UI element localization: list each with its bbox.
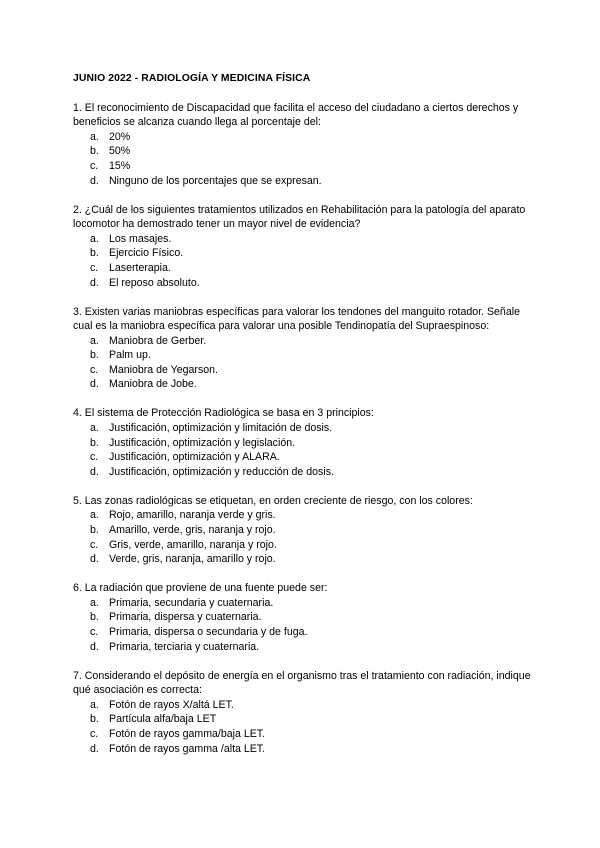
answer-option [73,421,535,436]
question [73,203,535,291]
option-letter: d. [90,276,99,289]
option-list [73,508,535,566]
option-text: Primaria, secundaria y cuaternaria. [109,596,274,609]
answer-option [73,276,535,291]
answer-option [73,232,535,247]
answer-option [73,334,535,349]
option-text: 15% [109,159,131,172]
option-list [73,596,535,654]
answer-option [73,742,535,757]
answer-option [73,246,535,261]
option-letter: b. [90,713,99,726]
question [73,494,535,567]
answer-option [73,698,535,713]
exam-document [73,72,535,770]
question-text: 2. ¿Cuál de los siguientes tratamientos utilizados en Rehabilitación para la patología del aparato locomotor ha demostrado tener un mayor nivel de evidencia? [73,203,526,231]
option-text: El reposo absoluto. [109,276,200,289]
answer-option [73,159,535,174]
option-letter: b. [90,611,99,624]
option-letter: c. [90,625,99,638]
option-text: Fotón de rayos gamma /alta LET. [109,742,266,755]
answer-option [73,130,535,145]
option-text: Primaria, dispersa o secundaria y de fuga. [109,625,308,638]
answer-option [73,552,535,567]
option-text: Partícula alfa/baja LET [109,713,217,726]
answer-option [73,144,535,159]
option-text: Ejercicio Físico. [109,247,184,260]
question [73,406,535,479]
option-text: Maniobra de Gerber. [109,334,207,347]
option-text: Maniobra de Jobe. [109,378,197,391]
answer-option [73,508,535,523]
answer-option [73,596,535,611]
option-letter: a. [90,509,99,522]
option-letter: a. [90,334,99,347]
option-letter: b. [90,349,99,362]
question [73,581,535,654]
option-text: Verde, gris, naranja, amarillo y rojo. [109,553,276,566]
option-text: Fotón de rayos X/altá LET. [109,698,234,711]
option-letter: b. [90,524,99,536]
option-letter: c. [90,261,99,274]
option-list [73,421,535,479]
option-list [73,698,535,756]
answer-option [73,436,535,451]
option-letter: c. [90,538,99,551]
question [73,669,535,757]
question-list [73,101,535,757]
answer-option [73,261,535,276]
option-text: Gris, verde, amarillo, naranja y rojo. [109,538,277,551]
option-letter: c. [90,363,99,376]
question [73,305,535,393]
answer-option [73,523,535,538]
option-letter: c. [90,159,99,172]
option-text: Ninguno de los porcentajes que se expresan. [109,174,322,187]
option-letter: d. [90,174,99,187]
question [73,101,535,189]
option-letter: a. [90,596,99,609]
question-text: 5. Las zonas radiológicas se etiquetan, en orden creciente de riesgo, con los colores: [73,494,473,507]
question-text: 1. El reconocimiento de Discapacidad que facilita el acceso del ciudadano a ciertos derechos y beneficios se alcanza cuando llega al porcentaje del: [73,101,519,129]
answer-option [73,727,535,742]
question-text: 6. La radiación que proviene de una fuente puede ser: [73,582,328,595]
question-text: 7. Considerando el depósito de energía en el organismo tras el tratamiento con radiación, indique qué asociación es correcta: [73,669,531,697]
question-text: 3. Existen varias maniobras específicas para valorar los tendones del manguito rotador. Señale cual es la maniobra específica para valorar una posible Tendinopatía del Supraespinoso: [73,305,520,333]
option-text: 20% [109,130,131,143]
answer-option [73,377,535,392]
option-text: Fotón de rayos gamma/baja LET. [109,727,266,740]
option-text: Justificación, optimización y limitación de dosis. [109,422,333,435]
answer-option [73,363,535,378]
answer-option [73,174,535,189]
option-text: Laserterapia. [109,261,171,274]
answer-option [73,465,535,480]
answer-option [73,450,535,465]
answer-option [73,640,535,655]
option-text: Primaria, dispersa y cuaternaria. [109,611,262,624]
option-text: Justificación, optimización y ALARA. [109,451,280,464]
option-letter: d. [90,465,99,478]
option-letter: a. [90,130,99,143]
option-text: Maniobra de Yegarson. [109,363,218,376]
option-text: Palm up. [109,349,151,362]
answer-option [73,712,535,727]
option-letter: d. [90,553,99,566]
option-letter: b. [90,247,99,260]
option-letter: a. [90,698,99,711]
option-letter: a. [90,422,99,435]
option-text: 50% [109,145,131,158]
option-text: Justificación, optimización y legislación. [109,436,296,449]
answer-option [73,348,535,363]
option-text: Rojo, amarillo, naranja verde y gris. [109,509,276,522]
option-letter: c. [90,451,99,464]
answer-option [73,538,535,553]
option-letter: d. [90,742,99,755]
option-list [73,130,535,188]
option-text: Los masajes. [109,232,172,245]
option-letter: c. [90,727,99,740]
option-text: Primaria, terciaria y cuaternaria. [109,640,260,653]
option-text: Justificación, optimización y reducción de dosis. [109,465,334,478]
option-letter: d. [90,378,99,391]
answer-option [73,610,535,625]
answer-option [73,625,535,640]
option-text: Amarillo, verde, gris, naranja y rojo. [109,524,276,536]
option-letter: a. [90,232,99,245]
document-title: JUNIO 2022 - RADIOLOGÍA Y MEDICINA FÍSICA [73,73,311,84]
option-list [73,232,535,290]
option-letter: d. [90,640,99,653]
option-letter: b. [90,145,99,158]
option-list [73,334,535,392]
question-text: 4. El sistema de Protección Radiológica se basa en 3 principios: [73,407,374,420]
option-letter: b. [90,436,99,449]
